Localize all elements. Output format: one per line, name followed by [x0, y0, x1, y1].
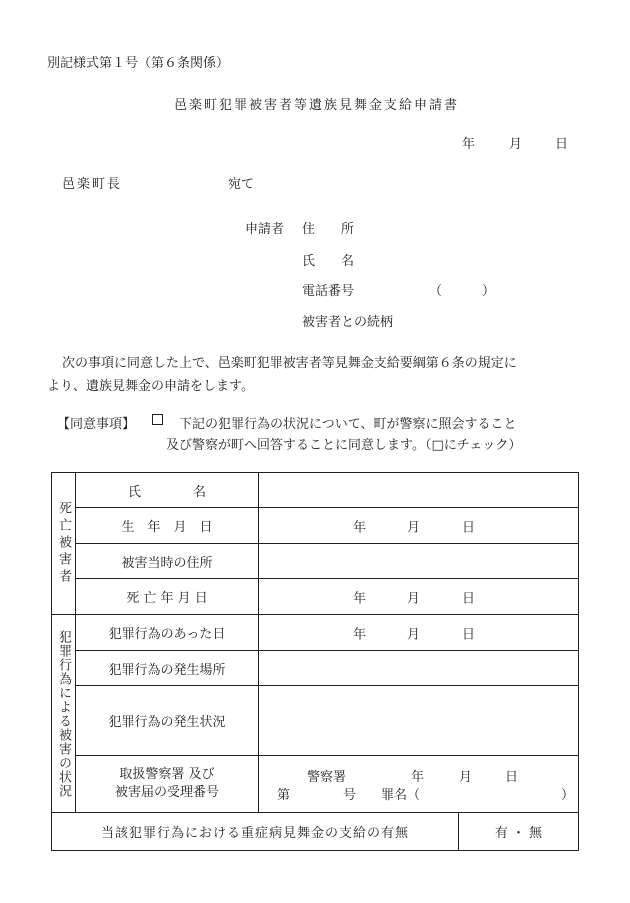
police-label-line-1: 取扱警察署 及び [119, 767, 215, 782]
death-day-label: 日 [462, 591, 476, 606]
crime-place-field[interactable] [259, 651, 579, 686]
applicant-label: 申請者 [245, 222, 285, 237]
crime-day-label: 日 [462, 627, 476, 642]
date-month-label: 月 [509, 137, 523, 152]
applicant-address-label: 住 所 [302, 222, 355, 237]
date-day-label: 日 [555, 137, 569, 152]
date-year-label: 年 [462, 137, 476, 152]
consent-checkbox[interactable] [150, 413, 165, 428]
charge-label: 罪名（ [381, 788, 421, 803]
police-day-label: 日 [505, 770, 519, 785]
victim-info-table [51, 472, 579, 851]
crime-year-label: 年 [353, 627, 367, 642]
applicant-name-label: 氏 名 [302, 254, 355, 269]
police-number-suffix: 号 [343, 788, 357, 803]
deceased-victim-group-cell [52, 473, 76, 615]
phone-open-paren: （ [429, 284, 443, 299]
police-info-field[interactable] [259, 756, 579, 813]
serious-injury-payment-label: 当該犯罪行為における重症病見舞金の支給の有無 [52, 813, 459, 851]
death-year-label: 年 [353, 591, 367, 606]
row-label-death: 死 亡 年 月 日 [76, 579, 259, 615]
crime-damage-group-label: 犯罪行為による被害の状況 [56, 629, 71, 798]
page-title: 邑楽町犯罪被害者等遺族見舞金支給申請書 [174, 98, 460, 113]
birth-date-field[interactable] [259, 508, 579, 544]
crime-date-field[interactable] [259, 615, 579, 651]
birth-day-label: 日 [462, 520, 476, 535]
consent-label: 【同意事項】 [57, 417, 136, 432]
serious-injury-payment-choice[interactable]: 有 ・ 無 [459, 813, 579, 851]
police-label-line-2: 被害届の受理番号 [114, 785, 219, 800]
addressee-name: 邑楽町長 [62, 177, 123, 192]
body-line-1: 次の事項に同意した上で、邑楽町犯罪被害者等見舞金支給要綱第６条の規定に [62, 356, 517, 371]
phone-close-paren: ） [482, 284, 496, 299]
addressee-suffix: 宛て [228, 177, 255, 192]
birth-year-label: 年 [353, 520, 367, 535]
police-month-label: 月 [459, 770, 473, 785]
form-number: 別記様式第１号（第６条関係） [47, 56, 230, 71]
applicant-phone-label: 電話番号 [302, 284, 355, 299]
victim-address-field[interactable] [259, 544, 579, 579]
row-label-police [76, 756, 259, 813]
crime-damage-group-cell [52, 615, 76, 813]
row-label-address: 被害当時の住所 [76, 544, 259, 579]
row-label-birth: 生 年 月 日 [76, 508, 259, 544]
crime-situation-field[interactable] [259, 686, 579, 756]
row-label-crime-situation: 犯罪行為の発生状況 [76, 686, 259, 756]
police-station-label: 警察署 [307, 770, 347, 785]
police-number-prefix: 第 [277, 788, 291, 803]
charge-close-paren: ） [561, 788, 575, 803]
deceased-victim-group-label: 死亡被害者 [56, 501, 71, 586]
body-line-2: より、遺族見舞金の申請をします。 [47, 379, 254, 394]
consent-line-1: 下記の犯罪行為の状況について、町が警察に照会すること [179, 417, 517, 432]
birth-month-label: 月 [407, 520, 421, 535]
applicant-relation-label: 被害者との続柄 [302, 315, 394, 330]
row-label-crime-place: 犯罪行為の発生場所 [76, 651, 259, 686]
death-month-label: 月 [407, 591, 421, 606]
crime-month-label: 月 [407, 627, 421, 642]
row-label-name: 氏 名 [76, 473, 259, 508]
police-year-label: 年 [411, 770, 425, 785]
consent-line-2: 及び警察が町へ回答することに同意します。（□にチェック） [166, 438, 522, 453]
row-label-crime-date: 犯罪行為のあった日 [76, 615, 259, 651]
death-date-field[interactable] [259, 579, 579, 615]
victim-name-field[interactable] [259, 473, 579, 508]
